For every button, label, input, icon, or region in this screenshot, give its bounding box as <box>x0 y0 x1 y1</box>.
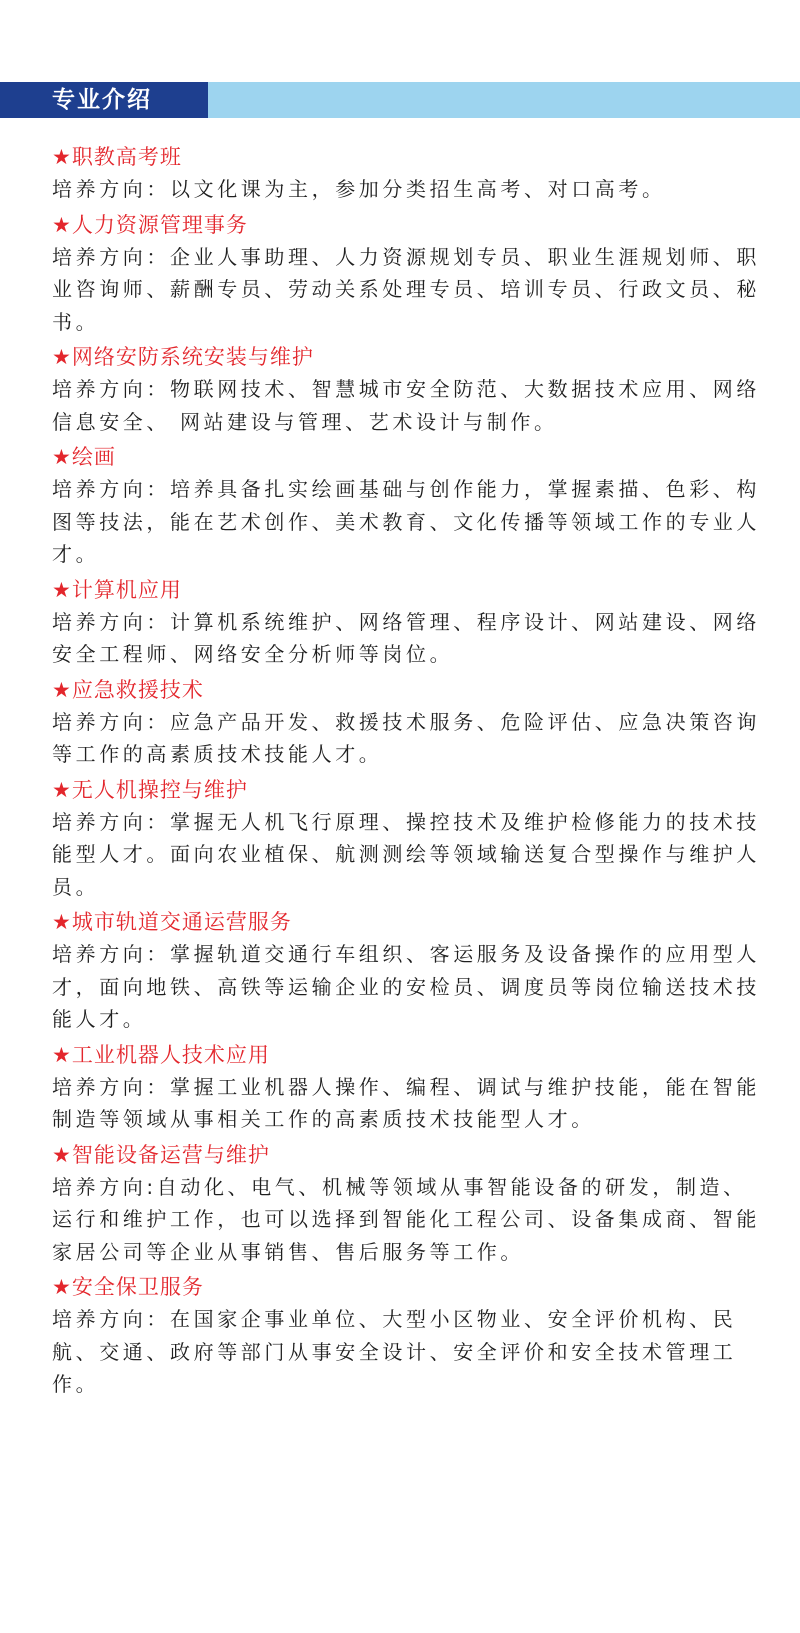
star-icon: ★ <box>52 677 72 702</box>
major-description: 培养方向：在国家企事业单位、大型小区物业、安全评价机构、民航、交通、政府等部门从事安全设计、安全评价和安全技术管理工作。 <box>52 1307 737 1396</box>
major-name: ★应急救援技术 <box>52 677 204 702</box>
major-item <box>52 674 764 771</box>
major-name: ★计算机应用 <box>52 577 182 602</box>
major-name: ★绘画 <box>52 445 116 469</box>
star-icon: ★ <box>52 212 72 237</box>
major-description: 培养方向：掌握轨道交通行车组织、客运服务及设备操作的应用型人才，面向地铁、高铁等运输企业的安检员、调度员等岗位输送技术技能人才。 <box>52 942 760 1031</box>
major-description: 培养方向：应急产品开发、救援技术服务、危险评估、应急决策咨询等工作的高素质技术技能人才。 <box>52 709 760 766</box>
major-description: 培养方向：以文化课为主，参加分类招生高考、对口高考。 <box>52 177 666 201</box>
major-item <box>52 209 764 339</box>
major-description: 培养方向：掌握无人机飞行原理、操控技术及维护检修能力的技术技能型人才。面向农业植保、航测测绘等领域输送复合型操作与维护人员。 <box>52 809 760 899</box>
major-item <box>52 341 764 438</box>
star-icon: ★ <box>52 445 72 469</box>
major-name: ★工业机器人技术应用 <box>52 1042 270 1067</box>
major-item <box>52 906 764 1036</box>
star-icon: ★ <box>52 777 72 802</box>
major-description: 培养方向：培养具备扎实绘画基础与创作能力，掌握素描、色彩、构图等技法，能在艺术创作、美术教育、文化传播等领域工作的专业人才。 <box>52 477 760 566</box>
major-description: 培养方向：掌握工业机器人操作、编程、调试与维护技能，能在智能制造等领域从事相关工作的高素质技术技能型人才。 <box>52 1074 760 1131</box>
star-icon: ★ <box>52 345 72 369</box>
star-icon: ★ <box>52 1142 72 1167</box>
major-item <box>52 441 764 571</box>
major-name: ★无人机操控与维护 <box>52 777 248 802</box>
star-icon: ★ <box>52 145 72 169</box>
major-name: ★人力资源管理事务 <box>52 212 248 237</box>
major-name: ★智能设备运营与维护 <box>52 1142 270 1167</box>
major-item <box>52 574 764 671</box>
major-item <box>52 141 764 206</box>
major-name: ★安全保卫服务 <box>52 1275 204 1299</box>
major-item <box>52 1271 764 1401</box>
major-description: 培养方向：计算机系统维护、网络管理、程序设计、网站建设、网络安全工程师、网络安全分析师等岗位。 <box>52 609 760 666</box>
star-icon: ★ <box>52 1275 72 1299</box>
section-header-bar <box>0 82 800 118</box>
star-icon: ★ <box>52 910 72 934</box>
major-name: ★网络安防系统安装与维护 <box>52 345 314 369</box>
major-list <box>52 141 764 1404</box>
major-description: 培养方向:自动化、电气、机械等领域从事智能设备的研发，制造、运行和维护工作，也可以选择到智能化工程公司、设备集成商、智能家居公司等企业从事销售、售后服务等工作。 <box>52 1174 760 1264</box>
major-name: ★城市轨道交通运营服务 <box>52 910 292 934</box>
major-name: ★职教高考班 <box>52 145 182 169</box>
major-description: 培养方向：企业人事助理、人力资源规划专员、职业生涯规划师、职业咨询师、薪酬专员、劳动关系处理专员、培训专员、行政文员、秘书。 <box>52 244 760 334</box>
major-description: 培养方向：物联网技术、智慧城市安全防范、大数据技术应用、网络信息安全、 网站建设与管理、艺术设计与制作。 <box>52 377 760 434</box>
major-item <box>52 1139 764 1269</box>
star-icon: ★ <box>52 577 72 602</box>
section-title: 专业介绍 <box>52 87 152 113</box>
major-item <box>52 1039 764 1136</box>
star-icon: ★ <box>52 1042 72 1067</box>
major-item <box>52 774 764 904</box>
